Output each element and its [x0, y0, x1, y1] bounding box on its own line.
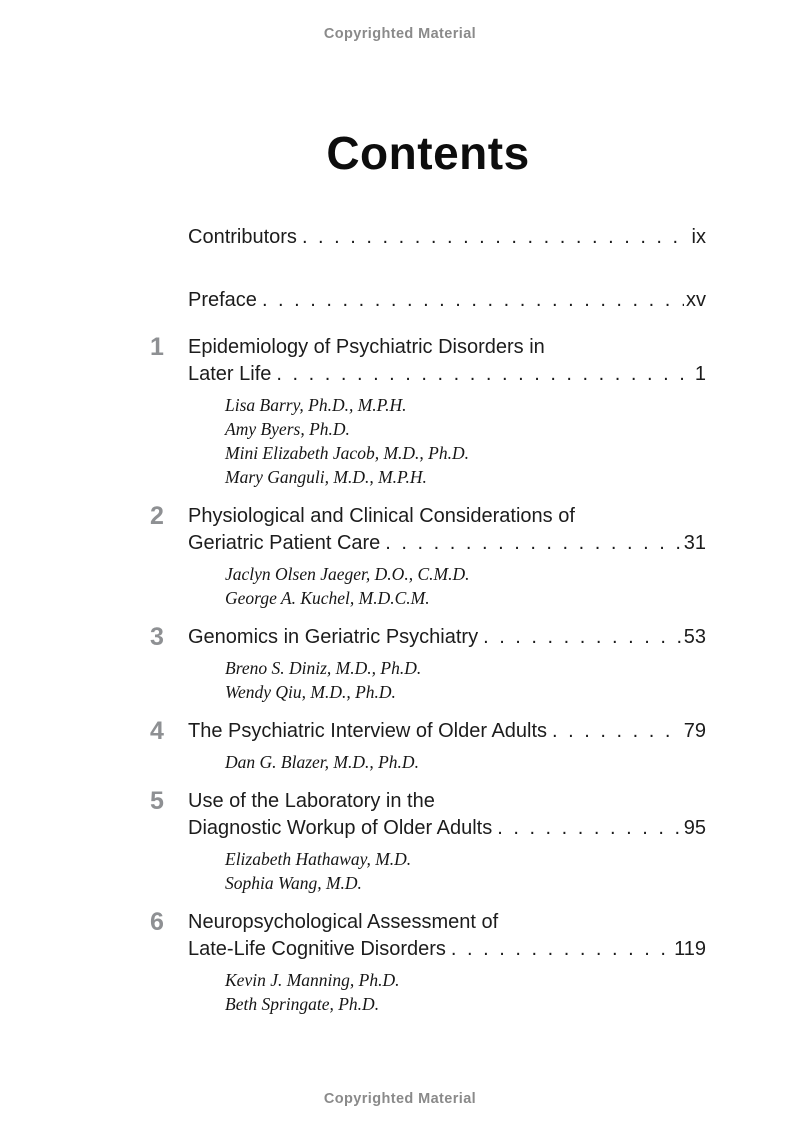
chapter-number: 4 — [150, 717, 164, 745]
chapter-page-number: 31 — [683, 532, 706, 554]
chapter-number: 1 — [150, 333, 164, 361]
author-name: Wendy Qiu, M.D., Ph.D. — [225, 682, 396, 702]
toc-chapter-4 — [150, 718, 706, 774]
chapter-number: 5 — [150, 787, 164, 815]
chapter-page-number: 119 — [674, 938, 706, 960]
toc-entry-preface — [150, 287, 706, 314]
toc-chapter-2 — [150, 503, 706, 610]
copyright-notice-top: Copyrighted Material — [323, 26, 477, 42]
author-name: Lisa Barry, Ph.D., M.P.H. — [225, 395, 407, 415]
chapter-title-line: Geriatric Patient Care — [188, 532, 381, 554]
author-name: Jaclyn Olsen Jaeger, D.O., C.M.D. — [225, 564, 470, 584]
chapter-title-line: Late-Life Cognitive Disorders — [188, 938, 446, 960]
toc-chapter-6 — [150, 909, 706, 1016]
chapter-number: 3 — [150, 623, 164, 651]
chapter-title-line: Epidemiology of Psychiatric Disorders in — [188, 336, 545, 358]
toc-chapter-3 — [150, 624, 706, 704]
author-name: Elizabeth Hathaway, M.D. — [225, 849, 412, 869]
chapter-entry — [188, 909, 706, 1016]
chapter-title-line: The Psychiatric Interview of Older Adults — [188, 720, 548, 742]
author-name: Sophia Wang, M.D. — [225, 873, 362, 893]
author-name: George A. Kuchel, M.D.C.M. — [225, 588, 430, 608]
chapter-authors — [188, 750, 706, 774]
chapter-title-row — [188, 361, 706, 388]
chapter-entry — [188, 334, 706, 489]
toc-content-column — [150, 42, 706, 1016]
toc-entry-page-number: xv — [686, 289, 706, 311]
author-name: Mini Elizabeth Jacob, M.D., Ph.D. — [225, 443, 469, 463]
chapter-page-number: 53 — [683, 626, 706, 648]
dot-leader — [302, 224, 690, 251]
toc-entry-label: Preface — [188, 289, 257, 311]
chapter-title-row — [188, 936, 706, 963]
copyright-notice-bottom: Copyrighted Material — [323, 1091, 477, 1107]
author-name: Mary Ganguli, M.D., M.P.H. — [225, 467, 427, 487]
chapter-authors — [188, 656, 706, 704]
chapter-page-number: 79 — [683, 720, 706, 742]
dot-leader — [276, 361, 692, 388]
table-of-contents — [150, 224, 706, 1016]
author-name: Breno S. Diniz, M.D., Ph.D. — [225, 658, 422, 678]
page-title: Contents — [326, 127, 530, 179]
chapter-title-row — [188, 624, 706, 651]
dot-leader — [451, 936, 672, 963]
toc-entry-page-number: ix — [691, 226, 706, 248]
author-name: Kevin J. Manning, Ph.D. — [225, 970, 400, 990]
chapter-page-number: 95 — [683, 817, 706, 839]
chapter-title-row — [188, 530, 706, 557]
dot-leader — [552, 718, 682, 745]
chapter-page-number: 1 — [694, 363, 706, 385]
author-name: Beth Springate, Ph.D. — [225, 994, 380, 1014]
dot-leader — [497, 815, 682, 842]
chapter-authors — [188, 968, 706, 1016]
chapter-title-row — [188, 718, 706, 745]
chapter-authors — [188, 562, 706, 610]
chapter-title-line: Neuropsychological Assessment of — [188, 911, 499, 933]
toc-entry-contributors — [150, 224, 706, 251]
chapter-title-row — [188, 815, 706, 842]
dot-leader — [483, 624, 682, 651]
dot-leader — [385, 530, 681, 557]
chapter-entry — [188, 718, 706, 774]
chapter-title-line: Diagnostic Workup of Older Adults — [188, 817, 493, 839]
chapter-entry — [188, 624, 706, 704]
author-name: Amy Byers, Ph.D. — [225, 419, 350, 439]
toc-entry-label: Contributors — [188, 226, 297, 248]
author-name: Dan G. Blazer, M.D., Ph.D. — [225, 752, 419, 772]
toc-chapter-5 — [150, 788, 706, 895]
chapter-number: 6 — [150, 908, 164, 936]
chapter-number: 2 — [150, 502, 164, 530]
dot-leader — [262, 287, 684, 314]
toc-chapter-1 — [150, 334, 706, 489]
chapter-entry — [188, 788, 706, 895]
chapter-entry — [188, 503, 706, 610]
chapter-title-line: Physiological and Clinical Considerations of — [188, 505, 575, 527]
chapter-authors — [188, 847, 706, 895]
chapter-title-line: Genomics in Geriatric Psychiatry — [188, 626, 479, 648]
chapter-authors — [188, 393, 706, 489]
chapter-title-line: Later Life — [188, 363, 272, 385]
chapter-title-line: Use of the Laboratory in the — [188, 790, 435, 812]
